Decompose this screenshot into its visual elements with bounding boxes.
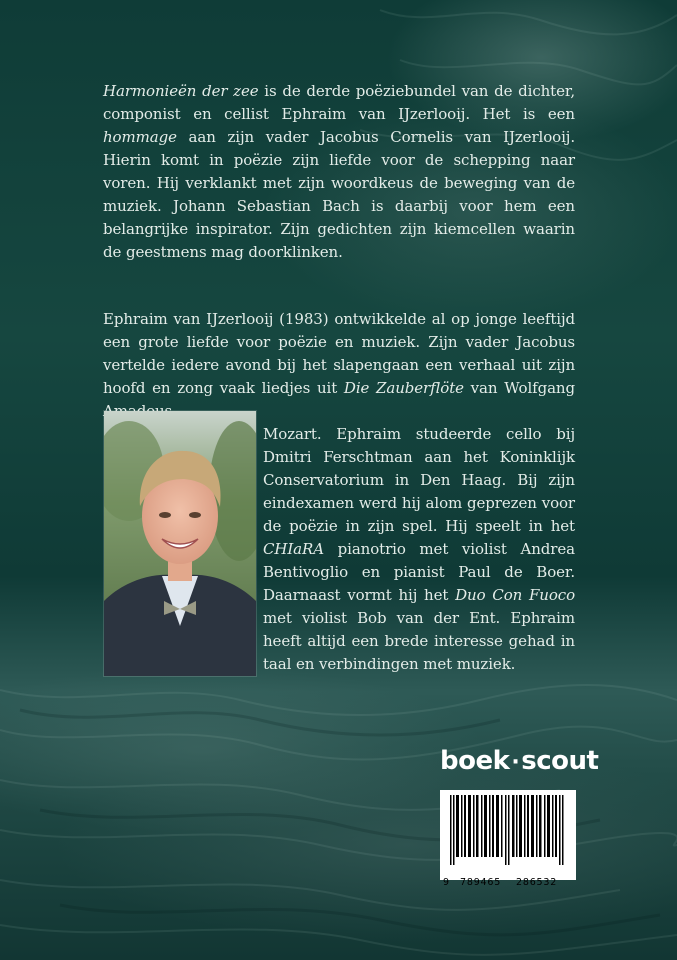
logo-dot: · [511,750,520,775]
hommage-italic: hommage [103,128,177,146]
description-text-rest: aan zijn vader Jacobus Cornelis van IJzerlooij. Hierin komt in poëzie zijn liefde voor de schepping naar voren. Hij verklankt met zijn woordkeus de beweging van de muziek. Johann Sebastian Bach is daarbij voor hem een belangrijke inspirator. Zijn gedichten zijn kiemcellen waarin de geestmens mag doorklinken. [103,128,575,261]
bio-lead-text: Ephraim van IJzerlooij (1983) ontwikkelde al op jonge leeftijd een grote liefde voor poëzie en muziek. Zijn vader Jacobus vertelde iedere avond bij het slapengaan een verhaal uit zijn hoofd en zong vaak liedjes uit [103,310,575,397]
publisher-logo [440,746,598,776]
isbn-digits-right: 286532 [516,877,558,888]
bio-lead [103,308,575,423]
bio-wrap-start: Mozart. Ephraim studeerde cello bij Dmitri Ferschtman aan het Koninklijk Conservatorium in Den Haag. Bij zijn eindexamen werd hij alom geprezen voor de poëzie in zijn spel. Hij speelt in het [263,425,575,535]
book-description-paragraph [103,80,575,264]
chiara-italic: CHIaRA [263,540,324,558]
isbn-digits-left: 789465 [460,877,502,888]
bio-wrapped-text [263,423,575,676]
barcode-bars [446,795,570,865]
isbn-barcode [440,790,576,888]
zauberflote-italic: Die Zauberflöte [343,379,464,397]
logo-part-boek: boek [440,746,510,776]
book-title-italic: Harmonieën der zee [103,82,259,100]
logo-part-scout: scout [521,746,599,776]
bio-wrap-mid: pianotrio met violist Andrea Bentivoglio en pianist Paul de Boer. Daarnaast vormt hij het [263,540,575,604]
author-photo [103,410,257,677]
description-text: is de derde poëziebundel van de dichter, componist en cellist Ephraim van IJzerlooij. Het is een [103,82,575,123]
isbn-digit-prefix: 9 [443,877,450,888]
duo-italic: Duo Con Fuoco [455,586,575,604]
bio-lead-end: van Wolfgang [470,379,575,397]
bio-wrap-end: met violist Bob van der Ent. Ephraim heeft altijd een brede interesse gehad in taal en verbindingen met muziek. [263,609,575,673]
